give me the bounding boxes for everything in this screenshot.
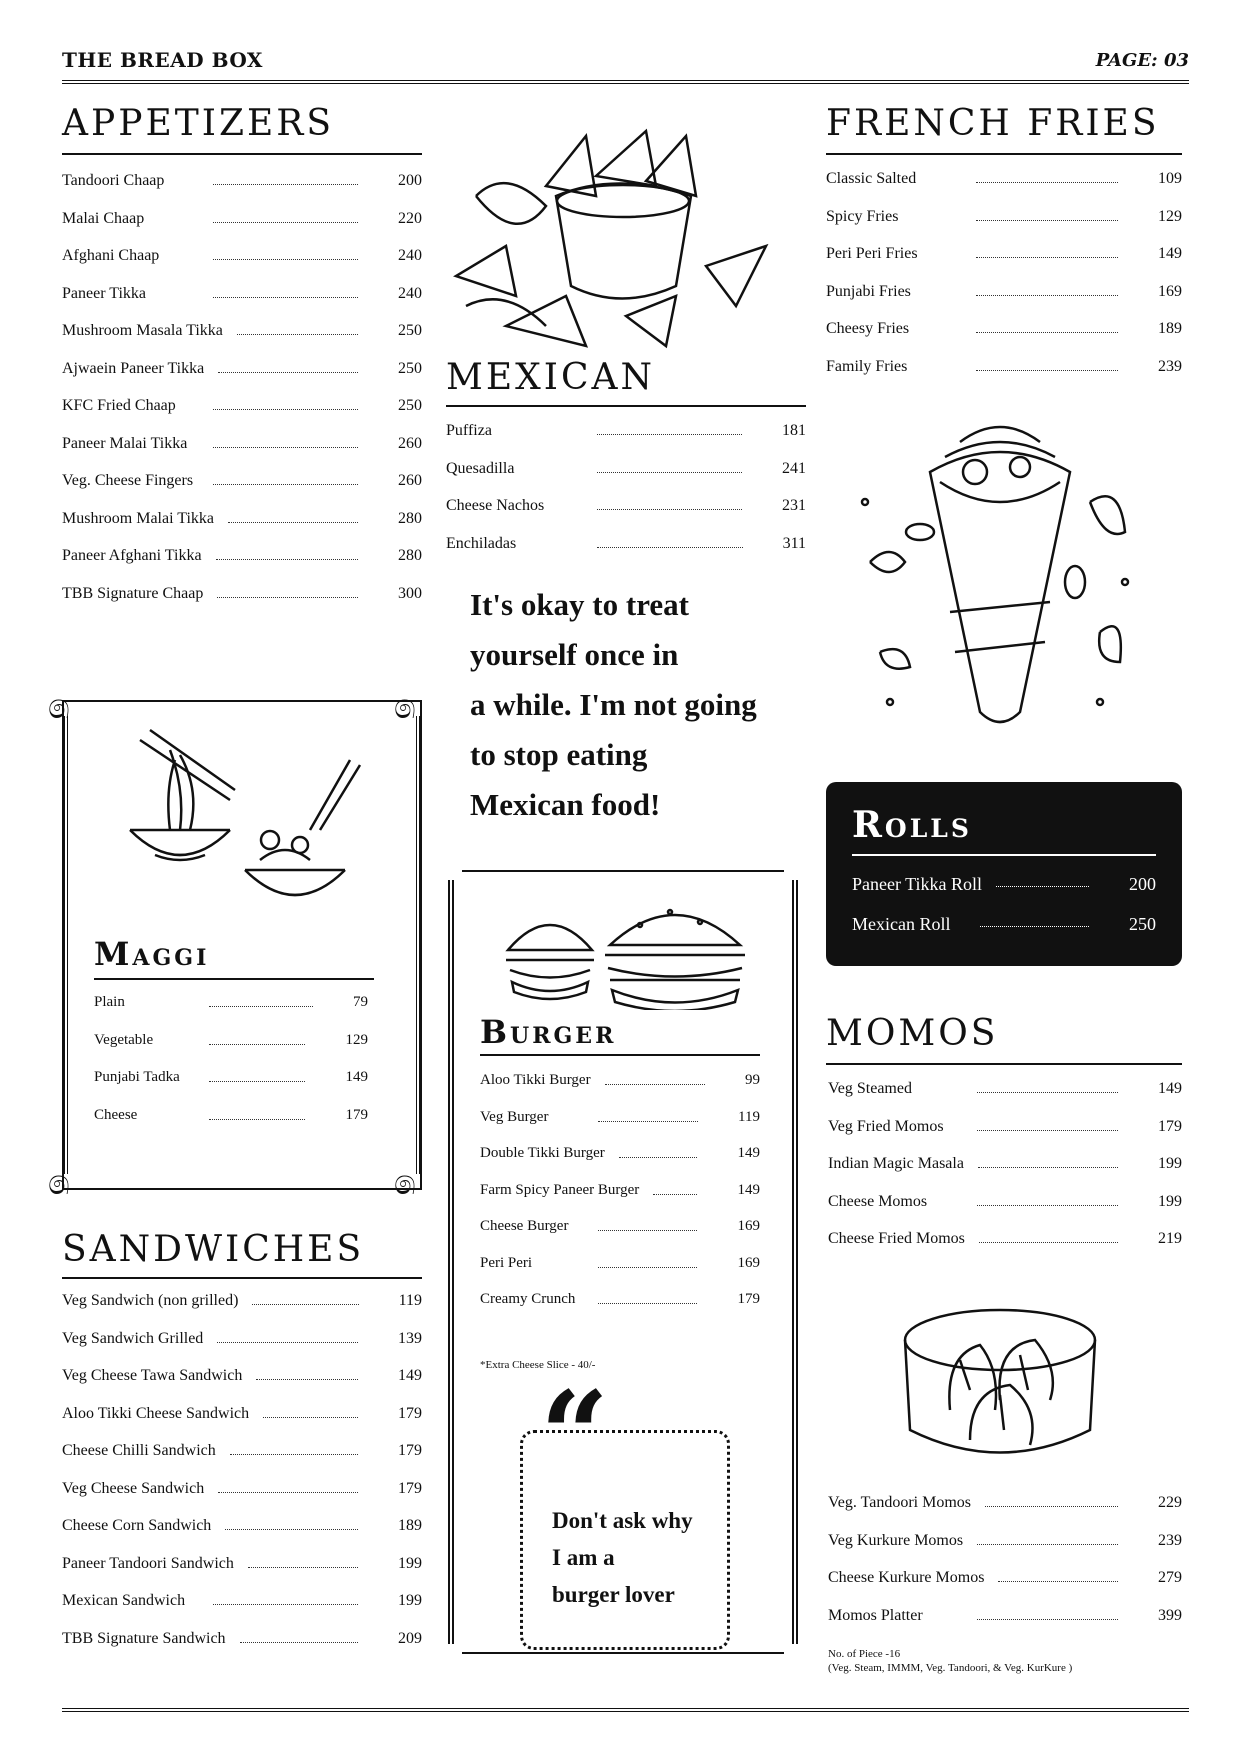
item-price: 149 bbox=[1158, 245, 1182, 262]
item-name: Cheese bbox=[94, 1106, 138, 1123]
item-name: Spicy Fries bbox=[826, 207, 899, 225]
leader-dots bbox=[228, 522, 358, 523]
menu-item bbox=[62, 1405, 422, 1429]
menu-item bbox=[62, 1555, 422, 1579]
extra-cheese-note: *Extra Cheese Slice - 40/- bbox=[480, 1359, 596, 1371]
menu-item bbox=[828, 1118, 1182, 1142]
item-name: Veg Burger bbox=[480, 1108, 549, 1125]
page-number: PAGE: 03 bbox=[1095, 50, 1189, 71]
momos-basket-illustration bbox=[900, 1300, 1100, 1470]
burger-title: Burger bbox=[480, 1013, 617, 1051]
frame-line bbox=[792, 880, 798, 1644]
item-name: Plain bbox=[94, 994, 125, 1010]
item-price: 241 bbox=[782, 459, 806, 477]
item-price: 260 bbox=[398, 434, 422, 452]
menu-item bbox=[828, 1193, 1182, 1217]
menu-item bbox=[62, 397, 422, 421]
item-price: 231 bbox=[782, 497, 806, 514]
mexican-list bbox=[446, 422, 806, 592]
item-name: Veg Steamed bbox=[828, 1080, 912, 1097]
menu-item bbox=[94, 994, 368, 1018]
item-price: 399 bbox=[1158, 1606, 1182, 1624]
rolls-title: Rolls bbox=[852, 804, 972, 846]
leader-dots bbox=[213, 1604, 358, 1605]
menu-item bbox=[852, 874, 1156, 898]
frame-line bbox=[462, 1652, 784, 1654]
leader-dots bbox=[225, 1529, 358, 1530]
burgers-illustration bbox=[500, 890, 760, 1010]
menu-item bbox=[826, 208, 1182, 232]
quote-mark-icon: “ bbox=[540, 1365, 610, 1506]
quote-line: a while. I'm not going bbox=[470, 687, 757, 722]
menu-item bbox=[446, 460, 806, 484]
item-name: Punjabi Tadka bbox=[94, 1069, 180, 1085]
maggi-list bbox=[94, 994, 368, 1164]
item-price: 219 bbox=[1158, 1230, 1182, 1247]
item-name: Mushroom Malai Tikka bbox=[62, 509, 215, 527]
platter-note-line: (Veg. Steam, IMMM, Veg. Tandoori, & Veg. KurKure ) bbox=[828, 1662, 1073, 1674]
leader-dots bbox=[598, 1267, 697, 1268]
sandwiches-rule bbox=[62, 1277, 422, 1279]
leader-dots bbox=[605, 1084, 705, 1085]
platter-note-line: No. of Piece -16 bbox=[828, 1648, 901, 1660]
item-price: 279 bbox=[1158, 1569, 1182, 1586]
leader-dots bbox=[597, 472, 742, 473]
item-name: KFC Fried Chaap bbox=[62, 397, 176, 414]
menu-item bbox=[480, 1109, 760, 1133]
menu-item bbox=[828, 1155, 1182, 1179]
item-price: 199 bbox=[398, 1554, 422, 1572]
item-price: 260 bbox=[398, 472, 422, 489]
menu-item bbox=[62, 1480, 422, 1504]
item-price: 280 bbox=[398, 509, 422, 527]
leader-dots bbox=[263, 1417, 358, 1418]
menu-item bbox=[446, 535, 806, 559]
item-price: 250 bbox=[398, 359, 422, 377]
item-price: 250 bbox=[398, 322, 422, 339]
sandwiches-title: SANDWICHES bbox=[62, 1229, 365, 1270]
leader-dots bbox=[217, 597, 358, 598]
menu-item bbox=[828, 1230, 1182, 1254]
item-price: 239 bbox=[1158, 1531, 1182, 1549]
item-name: Classic Salted bbox=[826, 170, 917, 187]
leader-dots bbox=[216, 559, 358, 560]
wrap-illustration bbox=[850, 412, 1140, 732]
leader-dots bbox=[237, 334, 358, 335]
item-name: Double Tikki Burger bbox=[480, 1145, 605, 1161]
menu-item bbox=[62, 360, 422, 384]
menu-item bbox=[828, 1607, 1182, 1631]
menu-item bbox=[826, 358, 1182, 382]
sandwiches-list bbox=[62, 1292, 422, 1702]
item-name: Cheese Burger bbox=[480, 1218, 569, 1234]
item-name: Cheese Chilli Sandwich bbox=[62, 1442, 216, 1459]
leader-dots bbox=[213, 447, 358, 448]
menu-item bbox=[62, 435, 422, 459]
menu-item bbox=[62, 210, 422, 234]
appetizers-title: APPETIZERS bbox=[62, 103, 335, 144]
frame-line bbox=[462, 870, 784, 872]
leader-dots bbox=[218, 1492, 358, 1493]
leader-dots bbox=[976, 220, 1118, 221]
item-price: 139 bbox=[398, 1329, 422, 1347]
leader-dots bbox=[209, 1081, 305, 1082]
leader-dots bbox=[980, 926, 1089, 927]
item-price: 149 bbox=[1158, 1080, 1182, 1097]
leader-dots bbox=[598, 1303, 697, 1304]
menu-item bbox=[94, 1069, 368, 1093]
menu-item bbox=[62, 1592, 422, 1616]
leader-dots bbox=[597, 547, 743, 548]
menu-item bbox=[62, 247, 422, 271]
french-fries-title: FRENCH FRIES bbox=[826, 103, 1160, 144]
menu-item bbox=[62, 285, 422, 309]
leader-dots bbox=[209, 1006, 313, 1007]
item-price: 149 bbox=[345, 1069, 368, 1085]
leader-dots bbox=[213, 259, 358, 260]
menu-item bbox=[828, 1080, 1182, 1104]
item-name: Mexican Roll bbox=[852, 914, 951, 934]
item-name: Paneer Tandoori Sandwich bbox=[62, 1554, 234, 1572]
item-name: TBB Signature Sandwich bbox=[62, 1629, 226, 1647]
item-price: 149 bbox=[398, 1367, 422, 1384]
menu-item bbox=[62, 1517, 422, 1541]
item-name: Ajwaein Paneer Tikka bbox=[62, 359, 205, 377]
burger-quote bbox=[552, 1502, 722, 1613]
flourish-ornament: ෧ bbox=[48, 1163, 70, 1203]
item-price: 129 bbox=[345, 1031, 368, 1048]
maggi-rule bbox=[94, 978, 374, 980]
leader-dots bbox=[597, 434, 742, 435]
leader-dots bbox=[213, 222, 358, 223]
menu-item bbox=[62, 172, 422, 196]
leader-dots bbox=[976, 257, 1118, 258]
leader-dots bbox=[252, 1304, 359, 1305]
appetizers-list bbox=[62, 172, 422, 652]
leader-dots bbox=[213, 297, 358, 298]
leader-dots bbox=[598, 1121, 698, 1122]
item-price: 280 bbox=[398, 547, 422, 564]
item-name: Malai Chaap bbox=[62, 209, 145, 227]
leader-dots bbox=[976, 370, 1118, 371]
item-name: Family Fries bbox=[826, 357, 908, 375]
item-price: 179 bbox=[398, 1404, 422, 1422]
leader-dots bbox=[985, 1506, 1118, 1507]
momos-rule bbox=[826, 1063, 1182, 1065]
leader-dots bbox=[996, 886, 1089, 887]
leader-dots bbox=[240, 1642, 358, 1643]
item-name: Farm Spicy Paneer Burger bbox=[480, 1181, 640, 1198]
menu-item bbox=[480, 1182, 760, 1206]
item-price: 179 bbox=[737, 1291, 760, 1307]
footer-rule bbox=[62, 1708, 1189, 1714]
item-price: 129 bbox=[1158, 207, 1182, 225]
leader-dots bbox=[976, 332, 1118, 333]
item-name: Peri Peri bbox=[480, 1254, 533, 1271]
mexican-title: MEXICAN bbox=[446, 357, 656, 398]
menu-item bbox=[480, 1291, 760, 1315]
item-price: 200 bbox=[398, 172, 422, 189]
leader-dots bbox=[979, 1242, 1118, 1243]
item-name: Indian Magic Masala bbox=[828, 1155, 964, 1172]
item-name: Momos Platter bbox=[828, 1606, 923, 1624]
leader-dots bbox=[976, 182, 1118, 183]
menu-item bbox=[62, 472, 422, 496]
item-name: Aloo Tikki Cheese Sandwich bbox=[62, 1404, 250, 1422]
leader-dots bbox=[977, 1205, 1118, 1206]
menu-item bbox=[62, 1330, 422, 1354]
quote-line: It's okay to treat bbox=[470, 587, 689, 622]
nachos-illustration bbox=[446, 126, 776, 356]
burger-list bbox=[480, 1072, 760, 1342]
item-name: Veg Sandwich (non grilled) bbox=[62, 1292, 239, 1309]
item-price: 199 bbox=[1158, 1192, 1182, 1210]
leader-dots bbox=[653, 1194, 697, 1195]
item-price: 79 bbox=[353, 994, 368, 1010]
menu-item bbox=[826, 283, 1182, 307]
item-price: 181 bbox=[782, 422, 806, 439]
menu-item bbox=[480, 1072, 760, 1096]
item-price: 199 bbox=[1158, 1155, 1182, 1172]
mexican-quote bbox=[470, 580, 800, 830]
item-price: 179 bbox=[345, 1106, 368, 1123]
item-name: Punjabi Fries bbox=[826, 282, 911, 300]
header-bar bbox=[62, 40, 1189, 84]
momos-platter-note bbox=[828, 1647, 1072, 1675]
menu-item bbox=[62, 1442, 422, 1466]
menu-item bbox=[480, 1145, 760, 1169]
leader-dots bbox=[978, 1167, 1118, 1168]
item-price: 119 bbox=[738, 1108, 760, 1125]
item-name: Quesadilla bbox=[446, 459, 515, 477]
quote-line: Don't ask why bbox=[552, 1508, 693, 1533]
maggi-title: Maggi bbox=[94, 935, 210, 973]
item-name: Veg Sandwich Grilled bbox=[62, 1329, 204, 1347]
flourish-ornament: ෧ bbox=[394, 687, 416, 727]
item-name: Cheese Fried Momos bbox=[828, 1230, 965, 1247]
item-name: Veg. Tandoori Momos bbox=[828, 1494, 972, 1511]
leader-dots bbox=[213, 409, 358, 410]
menu-item bbox=[62, 510, 422, 534]
menu-item bbox=[828, 1532, 1182, 1556]
leader-dots bbox=[217, 1342, 358, 1343]
item-price: 300 bbox=[398, 584, 422, 602]
quote-line: burger lover bbox=[552, 1582, 675, 1607]
leader-dots bbox=[230, 1454, 358, 1455]
item-price: 189 bbox=[1158, 320, 1182, 337]
item-price: 240 bbox=[398, 284, 422, 302]
menu-item bbox=[62, 585, 422, 609]
item-price: 209 bbox=[398, 1629, 422, 1647]
menu-item bbox=[62, 1367, 422, 1391]
item-price: 179 bbox=[1158, 1117, 1182, 1135]
item-name: TBB Signature Chaap bbox=[62, 584, 204, 602]
item-price: 239 bbox=[1158, 357, 1182, 375]
leader-dots bbox=[977, 1544, 1118, 1545]
rolls-rule bbox=[852, 854, 1156, 856]
leader-dots bbox=[218, 372, 358, 373]
item-name: Cheese Corn Sandwich bbox=[62, 1517, 212, 1534]
momos-list-bottom bbox=[828, 1494, 1182, 1664]
item-name: Cheese Momos bbox=[828, 1192, 928, 1210]
mexican-rule bbox=[446, 405, 806, 407]
leader-dots bbox=[977, 1092, 1118, 1093]
momos-list bbox=[828, 1080, 1182, 1270]
quote-line: Mexican food! bbox=[470, 787, 661, 822]
item-name: Cheese Nachos bbox=[446, 497, 545, 514]
item-name: Mexican Sandwich bbox=[62, 1592, 186, 1609]
flourish-ornament: ෧ bbox=[394, 1163, 416, 1203]
leader-dots bbox=[213, 184, 358, 185]
menu-item bbox=[828, 1494, 1182, 1518]
menu-item bbox=[446, 422, 806, 446]
rolls-list bbox=[852, 874, 1156, 954]
quote-line: I am a bbox=[552, 1545, 615, 1570]
item-name: Cheesy Fries bbox=[826, 320, 910, 337]
item-price: 119 bbox=[398, 1292, 422, 1309]
item-price: 99 bbox=[745, 1072, 760, 1088]
item-price: 200 bbox=[1129, 874, 1156, 894]
menu-item bbox=[828, 1569, 1182, 1593]
item-name: Veg Fried Momos bbox=[828, 1117, 944, 1135]
rolls-box bbox=[826, 782, 1182, 966]
french-fries-list bbox=[826, 170, 1182, 400]
menu-item bbox=[94, 1107, 368, 1131]
item-price: 199 bbox=[398, 1592, 422, 1609]
item-name: Afghani Chaap bbox=[62, 247, 160, 264]
item-name: Veg. Cheese Fingers bbox=[62, 472, 194, 489]
menu-item bbox=[826, 170, 1182, 194]
item-name: Tandoori Chaap bbox=[62, 172, 165, 189]
item-name: Aloo Tikki Burger bbox=[480, 1072, 591, 1088]
item-name: Enchiladas bbox=[446, 534, 517, 552]
noodle-bowls-illustration bbox=[110, 720, 370, 920]
item-price: 169 bbox=[737, 1254, 760, 1271]
item-name: Veg Kurkure Momos bbox=[828, 1531, 964, 1549]
brand-name: THE BREAD BOX bbox=[62, 48, 263, 72]
menu-item bbox=[62, 547, 422, 571]
item-name: Paneer Malai Tikka bbox=[62, 434, 188, 452]
item-price: 179 bbox=[398, 1442, 422, 1459]
leader-dots bbox=[977, 1619, 1118, 1620]
item-name: Mushroom Masala Tikka bbox=[62, 322, 223, 339]
quote-line: to stop eating bbox=[470, 737, 648, 772]
item-name: Paneer Afghani Tikka bbox=[62, 547, 202, 564]
item-name: Creamy Crunch bbox=[480, 1291, 576, 1307]
menu-item bbox=[826, 245, 1182, 269]
flourish-ornament: ෧ bbox=[48, 687, 70, 727]
item-price: 169 bbox=[1158, 282, 1182, 300]
item-price: 220 bbox=[398, 209, 422, 227]
leader-dots bbox=[209, 1119, 305, 1120]
leader-dots bbox=[209, 1044, 305, 1045]
menu-item bbox=[480, 1255, 760, 1279]
menu-item bbox=[62, 322, 422, 346]
item-name: Cheese Kurkure Momos bbox=[828, 1569, 985, 1586]
item-name: Veg Cheese Sandwich bbox=[62, 1479, 205, 1497]
leader-dots bbox=[597, 509, 742, 510]
menu-item bbox=[62, 1292, 422, 1316]
leader-dots bbox=[977, 1130, 1118, 1131]
item-price: 109 bbox=[1158, 170, 1182, 187]
french-fries-rule bbox=[826, 153, 1182, 155]
item-name: Peri Peri Fries bbox=[826, 245, 918, 262]
item-price: 240 bbox=[398, 247, 422, 264]
leader-dots bbox=[619, 1157, 697, 1158]
menu-item bbox=[446, 497, 806, 521]
menu-item bbox=[480, 1218, 760, 1242]
item-price: 250 bbox=[398, 397, 422, 414]
leader-dots bbox=[598, 1230, 697, 1231]
leader-dots bbox=[213, 484, 358, 485]
item-name: Veg Cheese Tawa Sandwich bbox=[62, 1367, 243, 1384]
item-price: 189 bbox=[398, 1517, 422, 1534]
leader-dots bbox=[976, 295, 1118, 296]
item-name: Puffiza bbox=[446, 422, 492, 439]
quote-line: yourself once in bbox=[470, 637, 679, 672]
frame-line bbox=[448, 880, 454, 1644]
item-name: Paneer Tikka bbox=[62, 284, 146, 302]
appetizers-rule bbox=[62, 153, 422, 155]
item-price: 169 bbox=[737, 1218, 760, 1234]
leader-dots bbox=[256, 1379, 358, 1380]
item-price: 229 bbox=[1158, 1494, 1182, 1511]
leader-dots bbox=[248, 1567, 358, 1568]
menu-item bbox=[62, 1630, 422, 1654]
item-price: 250 bbox=[1129, 914, 1156, 934]
item-price: 311 bbox=[782, 534, 806, 552]
item-price: 149 bbox=[737, 1181, 760, 1198]
menu-item bbox=[94, 1032, 368, 1056]
menu-item bbox=[826, 320, 1182, 344]
item-name: Vegetable bbox=[94, 1031, 154, 1048]
item-price: 179 bbox=[398, 1479, 422, 1497]
momos-title: MOMOS bbox=[826, 1013, 999, 1054]
leader-dots bbox=[998, 1581, 1118, 1582]
burger-rule bbox=[480, 1054, 760, 1056]
item-name: Paneer Tikka Roll bbox=[852, 874, 983, 894]
menu-item bbox=[852, 914, 1156, 938]
item-price: 149 bbox=[737, 1145, 760, 1161]
